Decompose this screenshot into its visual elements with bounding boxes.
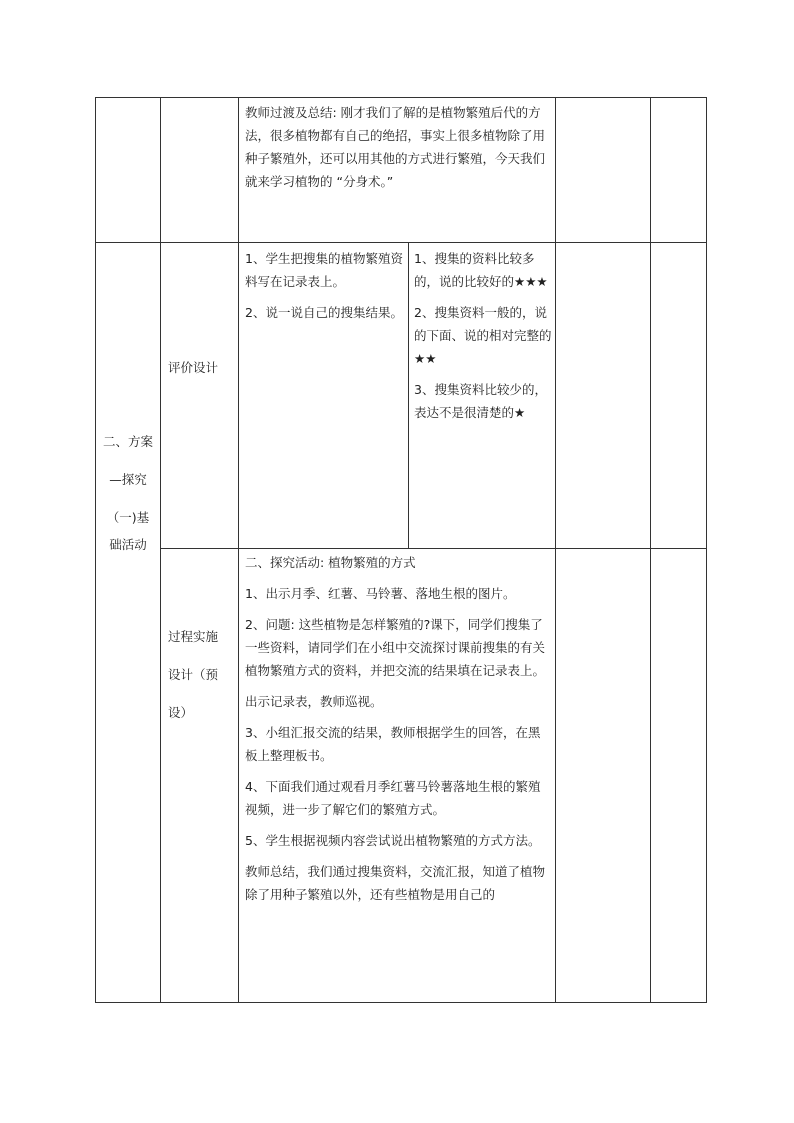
transition-summary-text	[245, 101, 551, 201]
col-divider-2	[238, 97, 239, 1003]
col-divider-3	[555, 97, 556, 1003]
process-paragraph-2: 1、出示月季、红薯、马铃薯、落地生根的图片。	[245, 586, 516, 601]
process-label-line1: 过程实施	[168, 629, 219, 644]
transition-summary-paragraph: 教师过渡及总结: 刚才我们了解的是植物繁殖后代的方法，很多植物都有自己的绝招，事实上很多植物除了用种子繁殖外，还可以用其他的方式进行繁殖，今天我们就来学习植物的 “分身术。”	[245, 105, 546, 189]
process-paragraph-7: 5、学生根据视频内容尝试说出植物繁殖的方式方法。	[245, 833, 541, 848]
col-divider-eval	[408, 242, 409, 548]
table-top-border	[95, 97, 707, 98]
process-label-line2: 设计（预	[168, 667, 219, 682]
process-paragraph-6: 4、下面我们通过观看月季红薯马铃薯落地生根的繁殖视频，进一步了解它们的繁殖方式。	[245, 779, 541, 817]
section-label-line1: 二、方案	[102, 434, 153, 449]
process-paragraph-3: 2、问题: 这些植物是怎样繁殖的?课下，同学们搜集了一些资料，请同学们在小组中交流探讨课前搜集的有关植物繁殖方式的资料，并把交流的结果填在记录表上。	[245, 617, 546, 678]
col-divider-4	[650, 97, 651, 1003]
process-paragraph-8: 教师总结，我们通过搜集资料，交流汇报，知道了植物除了用种子繁殖以外，还有些植物是用自己的	[245, 864, 546, 902]
evaluation-criterion-1: 1、搜集的资料比较多的，说的比较好的★★★	[414, 251, 548, 289]
evaluation-criteria	[414, 247, 552, 432]
evaluation-criterion-3: 3、搜集资料比较少的，表达不是很清楚的★	[414, 382, 547, 420]
evaluation-task-2: 2、说一说自己的搜集结果。	[245, 305, 403, 320]
process-paragraph-4: 出示记录表，教师巡视。	[245, 694, 383, 709]
evaluation-task-1: 1、学生把搜集的植物繁殖资料写在记录表上。	[245, 251, 403, 289]
process-paragraph-1: 二、探究活动: 植物繁殖的方式	[245, 555, 416, 570]
section-label-line2: —探究	[109, 472, 147, 487]
process-paragraph-5: 3、小组汇报交流的结果，教师根据学生的回答，在黑板上整理板书。	[245, 725, 541, 763]
row-divider-1	[95, 242, 707, 243]
evaluation-criterion-2: 2、搜集资料一般的，说的下面、说的相对完整的★★	[414, 305, 552, 366]
evaluation-label: 评价设计	[168, 360, 219, 375]
table-bottom-border	[95, 1002, 707, 1003]
col-divider-1	[160, 97, 161, 1003]
process-content	[245, 551, 551, 1001]
section-label-line3: （一)基	[106, 510, 150, 525]
process-label-line3: 设）	[168, 705, 194, 720]
section-label-line4: 础活动	[109, 537, 147, 552]
table-right-border	[706, 97, 707, 1003]
process-label	[162, 618, 242, 732]
row-divider-2	[160, 548, 707, 549]
evaluation-tasks	[245, 247, 405, 332]
section-label	[96, 423, 160, 553]
